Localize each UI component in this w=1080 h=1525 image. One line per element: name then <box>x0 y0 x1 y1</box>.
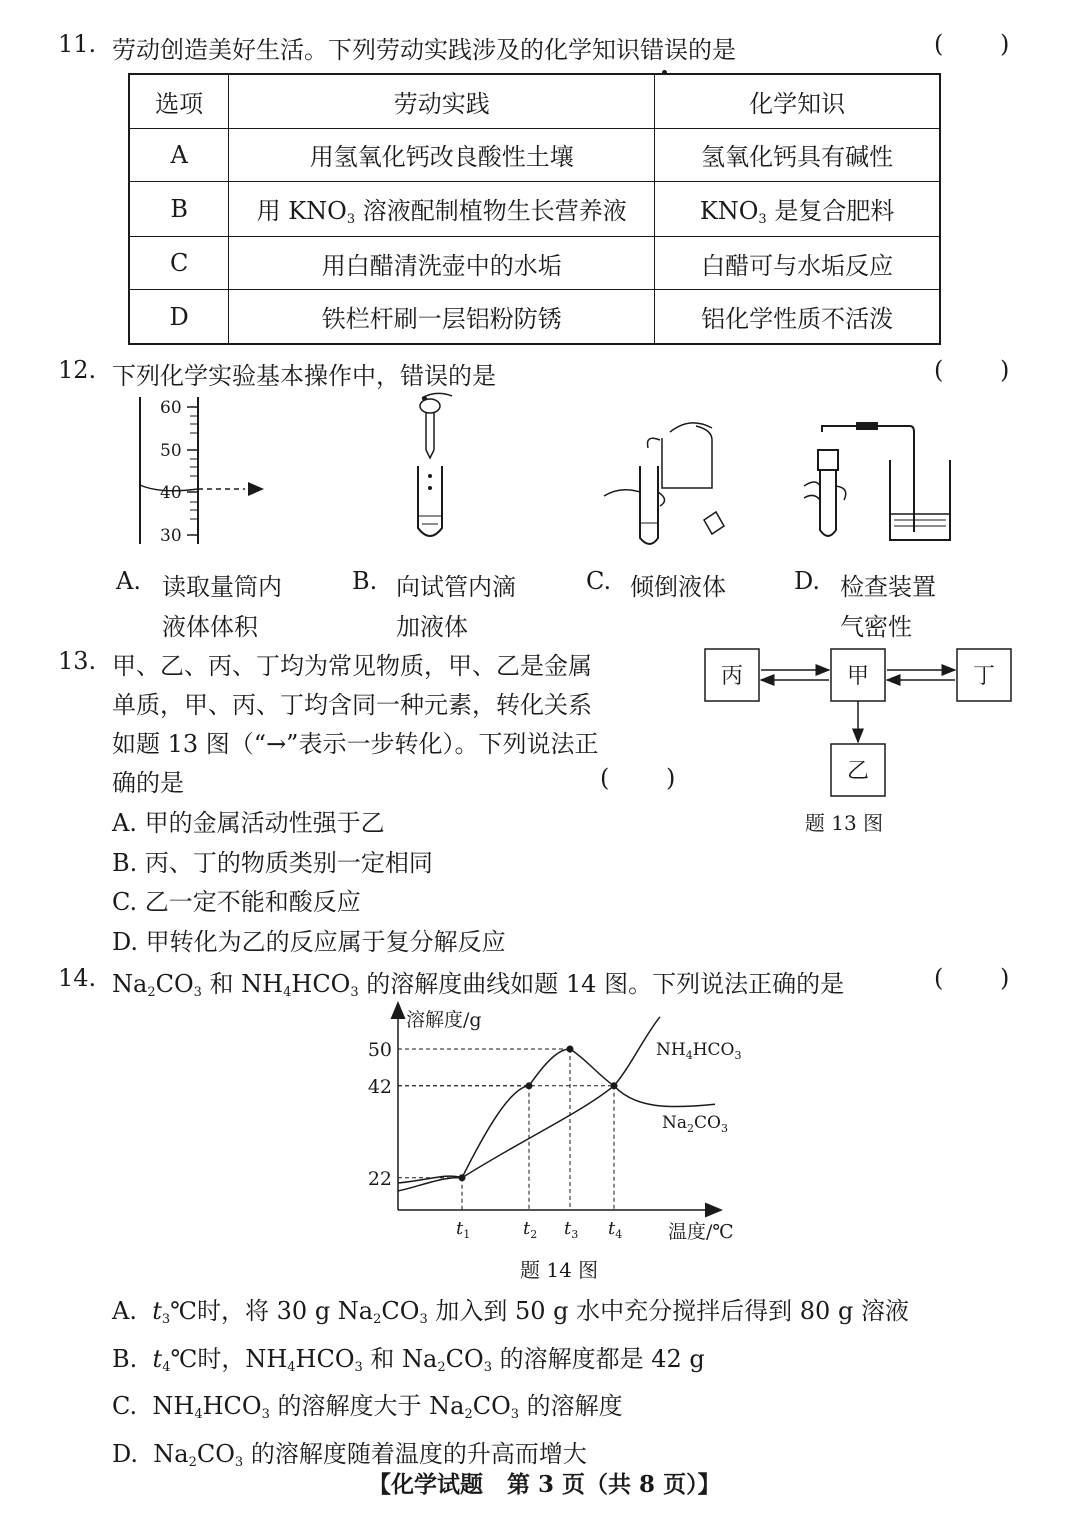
practice-cell: 用氢氧化钙改良酸性土壤 <box>229 128 655 181</box>
dropper-figure <box>400 388 490 548</box>
q14-option-c[interactable]: C. $NH_4HCO_3$ 的溶解度大于 $Na_2CO_3$ 的溶解度 <box>112 1392 623 1422</box>
practice-cell: 用白醋清洗壶中的水垢 <box>229 236 655 289</box>
tilted-test-tube <box>640 466 658 544</box>
x-tick-label: $t_3$ <box>564 1218 579 1241</box>
page-footer: 【化学试题 第 3 页（共 8 页）】 <box>368 1471 721 1498</box>
q13-option-a[interactable]: A. 甲的金属活动性强于乙 <box>112 809 385 837</box>
table-row <box>129 182 940 237</box>
q13-options <box>112 804 506 962</box>
q12-option-b[interactable]: B. <box>352 567 378 595</box>
option-cell: D <box>129 290 229 344</box>
q12-number: 12. <box>58 356 97 384</box>
x-tick-label: $t_4$ <box>608 1218 623 1241</box>
dropper-tip <box>426 450 434 458</box>
svg-text:甲: 甲 <box>846 664 870 689</box>
svg-text:丙: 丙 <box>720 664 744 689</box>
svg-text:乙: 乙 <box>846 759 870 784</box>
table-row <box>129 128 940 181</box>
q14-option-d[interactable]: D. $Na_2CO_3$ 的溶解度随着温度的升高而增大 <box>112 1439 587 1470</box>
airtightness-figure <box>800 422 960 547</box>
y-tick-label: 50 <box>367 1039 392 1061</box>
q11-table <box>128 73 941 345</box>
practice-cell: 用 $KNO_3$ 溶液配制植物生长营养液 <box>229 182 655 237</box>
hand-fingers <box>422 393 452 398</box>
q13-option-d[interactable]: D. 甲转化为乙的反应属于复分解反应 <box>112 927 506 956</box>
q12-option-c[interactable]: C. <box>586 567 612 595</box>
dropper-bulb <box>420 399 440 413</box>
option-cell: A <box>129 128 229 181</box>
q12-stem: 下列化学实验基本操作中，错误的是 <box>112 356 496 391</box>
knowledge-cell: 铝化学性质不活泼 <box>655 290 940 344</box>
diagram-caption: 题 13 图 <box>804 811 884 835</box>
x-axis-label: 温度/℃ <box>668 1221 734 1243</box>
tick-label-60: 60 <box>160 398 182 418</box>
series-label-na2co3: $Na_2CO_3$ <box>662 1113 728 1135</box>
knowledge-cell: 氢氧化钙具有碱性 <box>655 128 940 181</box>
solubility-chart <box>360 998 780 1248</box>
pouring-figure <box>600 408 740 553</box>
y-axis-label: 溶解度/g <box>406 1009 482 1031</box>
q12-option-d-text: 检查装置 气密性 <box>840 573 936 641</box>
stopper <box>818 450 838 470</box>
beaker <box>890 460 950 540</box>
q11-number: 11. <box>58 30 97 58</box>
y-tick-label: 22 <box>367 1167 392 1190</box>
hand <box>804 482 846 500</box>
bottle-stopper <box>704 512 724 534</box>
chart-caption: 题 14 图 <box>520 1258 599 1282</box>
eye-icon <box>248 482 264 496</box>
q12-option-a[interactable]: A. <box>116 567 141 595</box>
y-tick-label: 42 <box>367 1075 392 1098</box>
q13-number: 13. <box>58 647 97 675</box>
q11-stem: 劳动创造美好生活。下列劳动实践涉及的化学知识错误的是 <box>112 30 736 65</box>
conversion-diagram <box>700 642 1020 842</box>
table-header-row <box>129 74 940 128</box>
q14-option-b[interactable]: B. $t_4℃$时，$NH_4HCO_3$ 和 $Na_2CO_3$ 的溶解度都是 42 g <box>112 1344 705 1375</box>
q13-option-b[interactable]: B. 丙、丁的物质类别一定相同 <box>112 848 433 877</box>
q12-option-c-text: 倾倒液体 <box>630 573 726 601</box>
q14-stem: $Na_2CO_3$ 和 $NH_4HCO_3$ 的溶解度曲线如题 14 图。下列说法正确的是 <box>112 970 845 1000</box>
series-label-nh4hco3: $NH_4HCO_3$ <box>656 1040 742 1062</box>
tick-label-40: 40 <box>160 483 182 503</box>
tick-label-50: 50 <box>160 441 182 461</box>
reagent-bottle <box>662 426 712 488</box>
tick-label-30: 30 <box>160 526 182 546</box>
knowledge-cell: $KNO_3$ 是复合肥料 <box>655 182 940 237</box>
option-cell: B <box>129 182 229 237</box>
table-header: 劳动实践 <box>229 74 655 128</box>
x-tick-label: $t_1$ <box>456 1218 471 1241</box>
practice-cell: 铁栏杆刷一层铝粉防锈 <box>229 290 655 344</box>
q13-option-c[interactable]: C. 乙一定不能和酸反应 <box>112 888 361 916</box>
table-row <box>129 236 940 289</box>
q12-option-b-text: 向试管内滴 加液体 <box>396 573 516 641</box>
q12-option-a-text: 读取量筒内 液体体积 <box>162 573 282 641</box>
q14-number: 14. <box>58 964 97 992</box>
table-header: 化学知识 <box>655 74 940 128</box>
q13-stem: 甲、乙、丙、丁均为常见物质，甲、乙是金属 单质，甲、丙、丁均含同一种元素，转化关系 如题 13 图（“→”表示一步转化）。下列说法正 确的是 <box>112 652 599 797</box>
rubber-connector <box>856 422 878 430</box>
table-row <box>129 290 940 344</box>
option-cell: C <box>129 236 229 289</box>
q14-option-a[interactable]: A. $t_3℃$时，将 30 g $Na_2CO_3$ 加入到 50 g 水中充分搅拌后得到 80 g 溶液 <box>112 1297 909 1327</box>
knowledge-cell: 白醋可与水垢反应 <box>655 236 940 289</box>
q12-option-d[interactable]: D. <box>794 567 821 595</box>
svg-text:丁: 丁 <box>972 664 996 689</box>
measuring-cylinder-figure <box>130 392 280 552</box>
x-tick-label: $t_2$ <box>523 1218 538 1241</box>
table-header: 选项 <box>129 74 229 128</box>
test-tube <box>820 470 836 536</box>
q14-options <box>112 1292 909 1482</box>
